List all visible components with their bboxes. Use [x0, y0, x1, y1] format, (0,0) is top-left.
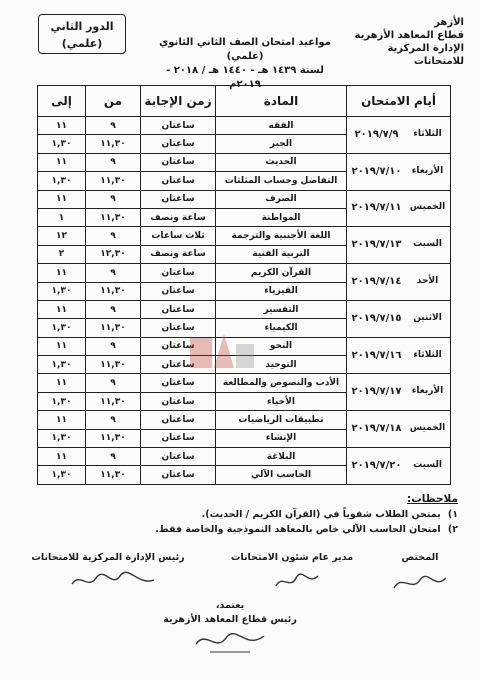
- exam-day-cell: [347, 374, 451, 411]
- to-time-cell: ١١: [38, 264, 86, 282]
- table-row: [38, 300, 451, 318]
- note-text: امتحان الحاسب الآلي خاص بالمعاهد النموذجية والخاصة فقط.: [155, 524, 441, 535]
- from-time-cell: ٩: [86, 374, 141, 392]
- from-time-cell: ١١,٣٠: [86, 135, 141, 153]
- round-line-1: الدور الثاني: [50, 20, 114, 33]
- title-line-2: لسنة ١٤٣٩ هـ - ١٤٤٠ هـ / ٢٠١٨ - ٢٠١٩م: [166, 65, 324, 90]
- to-time-cell: ١١: [38, 411, 86, 429]
- duration-cell: ثلاث ساعات: [141, 227, 216, 245]
- note-number: ١): [447, 509, 458, 520]
- to-time-cell: ١١: [38, 374, 86, 392]
- round-line-2: (علمي): [61, 37, 103, 50]
- from-time-cell: ٩: [86, 264, 141, 282]
- table-row: [38, 411, 451, 429]
- to-time-cell: ١,٣٠: [38, 429, 86, 447]
- duration-cell: ساعتان: [141, 392, 216, 410]
- day-name: الاثنين: [413, 312, 442, 323]
- from-time-cell: ١١,٣٠: [86, 466, 141, 485]
- day-name: الخميس: [409, 202, 446, 213]
- watermark-logo: [180, 320, 260, 380]
- day-name: الأربعاء: [411, 165, 444, 176]
- duration-cell: ساعتان: [141, 337, 216, 355]
- from-time-cell: ٩: [86, 153, 141, 171]
- exam-day-cell: [347, 264, 451, 301]
- table-row: [38, 190, 451, 208]
- duration-cell: ساعتان: [141, 448, 216, 466]
- central-head-label: رئيس الإدارة المركزية للامتحانات: [31, 552, 185, 563]
- duration-cell: ساعتان: [141, 429, 216, 447]
- from-time-cell: ٩: [86, 448, 141, 466]
- day-name: الثلاثاء: [413, 128, 442, 139]
- subject-cell: الفيزياء: [216, 282, 347, 300]
- subject-cell: الجبر: [216, 135, 347, 153]
- exam-day-cell: [347, 117, 451, 154]
- from-time-cell: ٩: [86, 190, 141, 208]
- from-time-cell: ١٢,٣٠: [86, 245, 141, 263]
- subject-cell: الأدب والنصوص والمطالعة: [216, 374, 347, 392]
- exam-day-cell: [347, 337, 451, 374]
- day-date: ٢٠١٩/٧/١٨: [351, 423, 402, 435]
- round-box: [38, 14, 126, 54]
- from-time-cell: ٩: [86, 411, 141, 429]
- duration-cell: ساعتان: [141, 117, 216, 135]
- subject-cell: الحديث: [216, 153, 347, 171]
- org-line-3: الإدارة المركزية للامتحانات: [387, 43, 464, 67]
- to-time-cell: ١١: [38, 190, 86, 208]
- to-time-cell: ١١: [38, 117, 86, 135]
- to-time-cell: ١,٣٠: [38, 135, 86, 153]
- exam-day-cell: [347, 300, 451, 337]
- duration-cell: ساعتان: [141, 190, 216, 208]
- note-number: ٢): [447, 524, 458, 535]
- subject-cell: القرآن الكريم: [216, 264, 347, 282]
- table-row: [38, 264, 451, 282]
- org-line-2: قطاع المعاهد الأزهرية: [354, 30, 464, 41]
- subject-cell: تطبيقات الرياضيات: [216, 411, 347, 429]
- approved-label: يعتمد،: [215, 600, 245, 611]
- to-time-cell: ١١: [38, 153, 86, 171]
- exam-day-cell: [347, 190, 451, 227]
- org-line-1: الأزهر: [434, 17, 464, 28]
- table-row: [38, 448, 451, 466]
- exam-director-signature: [272, 570, 322, 592]
- exam-schedule-table: [37, 85, 451, 485]
- from-time-cell: ١١,٣٠: [86, 172, 141, 190]
- duration-cell: ساعتان: [141, 282, 216, 300]
- specialist-label: المختص: [401, 552, 439, 563]
- subject-cell: المواطنة: [216, 208, 347, 226]
- to-time-cell: ١,٣٠: [38, 392, 86, 410]
- to-time-cell: ١,٣٠: [38, 466, 86, 485]
- day-date: ٢٠١٩/٧/١٧: [351, 386, 402, 398]
- day-date: ٢٠١٩/٧/١٣: [351, 239, 402, 251]
- day-date: ٢٠١٩/٧/٢٠: [351, 460, 402, 472]
- duration-cell: ساعتان: [141, 319, 216, 337]
- subject-cell: التوحيد: [216, 356, 347, 374]
- subject-cell: الكيمياء: [216, 319, 347, 337]
- to-time-cell: ١١: [38, 337, 86, 355]
- duration-cell: ساعتان: [141, 264, 216, 282]
- note-item: [28, 522, 458, 537]
- duration-cell: ساعتان: [141, 356, 216, 374]
- schedule-body: [38, 117, 451, 485]
- exam-day-cell: [347, 448, 451, 485]
- subject-cell: الفقه: [216, 117, 347, 135]
- day-date: ٢٠١٩/٧/١٤: [351, 276, 402, 288]
- to-time-cell: ١٢: [38, 227, 86, 245]
- exam-day-cell: [347, 227, 451, 264]
- duration-cell: ساعة ونصف: [141, 208, 216, 226]
- table-row: [38, 153, 451, 171]
- notes-section: [28, 492, 458, 537]
- duration-cell: ساعتان: [141, 172, 216, 190]
- notes-title: ملاحظات:: [407, 493, 458, 505]
- duration-cell: ساعتان: [141, 135, 216, 153]
- duration-cell: ساعة ونصف: [141, 245, 216, 263]
- note-item: [28, 507, 458, 522]
- duration-cell: ساعتان: [141, 411, 216, 429]
- central-head-signature: [68, 570, 158, 592]
- to-time-cell: ١,٣٠: [38, 319, 86, 337]
- duration-cell: ساعتان: [141, 466, 216, 485]
- subject-cell: النحو: [216, 337, 347, 355]
- day-name: الأربعاء: [411, 386, 444, 397]
- table-row: [38, 117, 451, 135]
- exam-day-cell: [347, 411, 451, 448]
- exam-director-label: مدير عام شئون الامتحانات: [230, 552, 354, 563]
- day-name: الأحد: [416, 276, 439, 287]
- from-time-cell: ١١,٣٠: [86, 356, 141, 374]
- to-time-cell: ١: [38, 208, 86, 226]
- subject-cell: الصرف: [216, 190, 347, 208]
- duration-cell: ساعتان: [141, 300, 216, 318]
- exam-day-cell: [347, 153, 451, 190]
- duration-cell: ساعتان: [141, 153, 216, 171]
- from-time-cell: ١١,٣٠: [86, 282, 141, 300]
- duration-cell: ساعتان: [141, 374, 216, 392]
- table-row: [38, 227, 451, 245]
- column-header-days: أيام الامتحان: [347, 86, 451, 117]
- title-line-1: مواعيد امتحان الصف الثاني الثانوي (علمي): [159, 37, 331, 62]
- from-time-cell: ١١,٣٠: [86, 208, 141, 226]
- day-date: ٢٠١٩/٧/١٥: [351, 312, 402, 324]
- day-date: ٢٠١٩/٧/١١: [351, 202, 402, 214]
- subject-cell: الأحياء: [216, 392, 347, 410]
- from-time-cell: ٩: [86, 117, 141, 135]
- subject-cell: الإنشاء: [216, 429, 347, 447]
- column-header-duration: زمن الإجابة: [141, 86, 216, 117]
- from-time-cell: ١١,٣٠: [86, 392, 141, 410]
- day-name: الخميس: [409, 423, 446, 434]
- from-time-cell: ١١,٣٠: [86, 319, 141, 337]
- day-date: ٢٠١٩/٧/١٦: [351, 349, 402, 361]
- table-header-row: [38, 86, 451, 117]
- sector-head-label: رئيس قطاع المعاهد الأزهرية: [163, 614, 297, 625]
- to-time-cell: ١,٣٠: [38, 282, 86, 300]
- subject-cell: اللغة الأجنبية والترجمة: [216, 227, 347, 245]
- day-name: الثلاثاء: [413, 349, 442, 360]
- from-time-cell: ٩: [86, 337, 141, 355]
- to-time-cell: ٢: [38, 245, 86, 263]
- document-title: [150, 36, 340, 92]
- specialist-signature: [390, 570, 450, 596]
- subject-cell: الحاسب الآلي: [216, 466, 347, 485]
- day-date: ٢٠١٩/٧/١٠: [351, 165, 402, 177]
- sector-head-signature: [190, 628, 270, 656]
- to-time-cell: ١,٣٠: [38, 172, 86, 190]
- from-time-cell: ٩: [86, 227, 141, 245]
- subject-cell: التربية الفنية: [216, 245, 347, 263]
- day-name: السبت: [413, 239, 442, 250]
- subject-cell: التفاضل وحساب المثلثات: [216, 172, 347, 190]
- to-time-cell: ١١: [38, 300, 86, 318]
- organization-header: [344, 16, 464, 68]
- day-date: ٢٠١٩/٧/٩: [354, 128, 399, 140]
- column-header-subject: المادة: [216, 86, 347, 117]
- note-text: يمتحن الطلاب شفوياً في (القرآن الكريم / الحديث).: [201, 509, 441, 520]
- subject-cell: البلاغة: [216, 448, 347, 466]
- column-header-to: إلى: [38, 86, 86, 117]
- from-time-cell: ٩: [86, 300, 141, 318]
- subject-cell: التفسير: [216, 300, 347, 318]
- to-time-cell: ١١: [38, 448, 86, 466]
- column-header-from: من: [86, 86, 141, 117]
- day-name: السبت: [413, 460, 442, 471]
- to-time-cell: ١,٣٠: [38, 356, 86, 374]
- from-time-cell: ١١,٣٠: [86, 429, 141, 447]
